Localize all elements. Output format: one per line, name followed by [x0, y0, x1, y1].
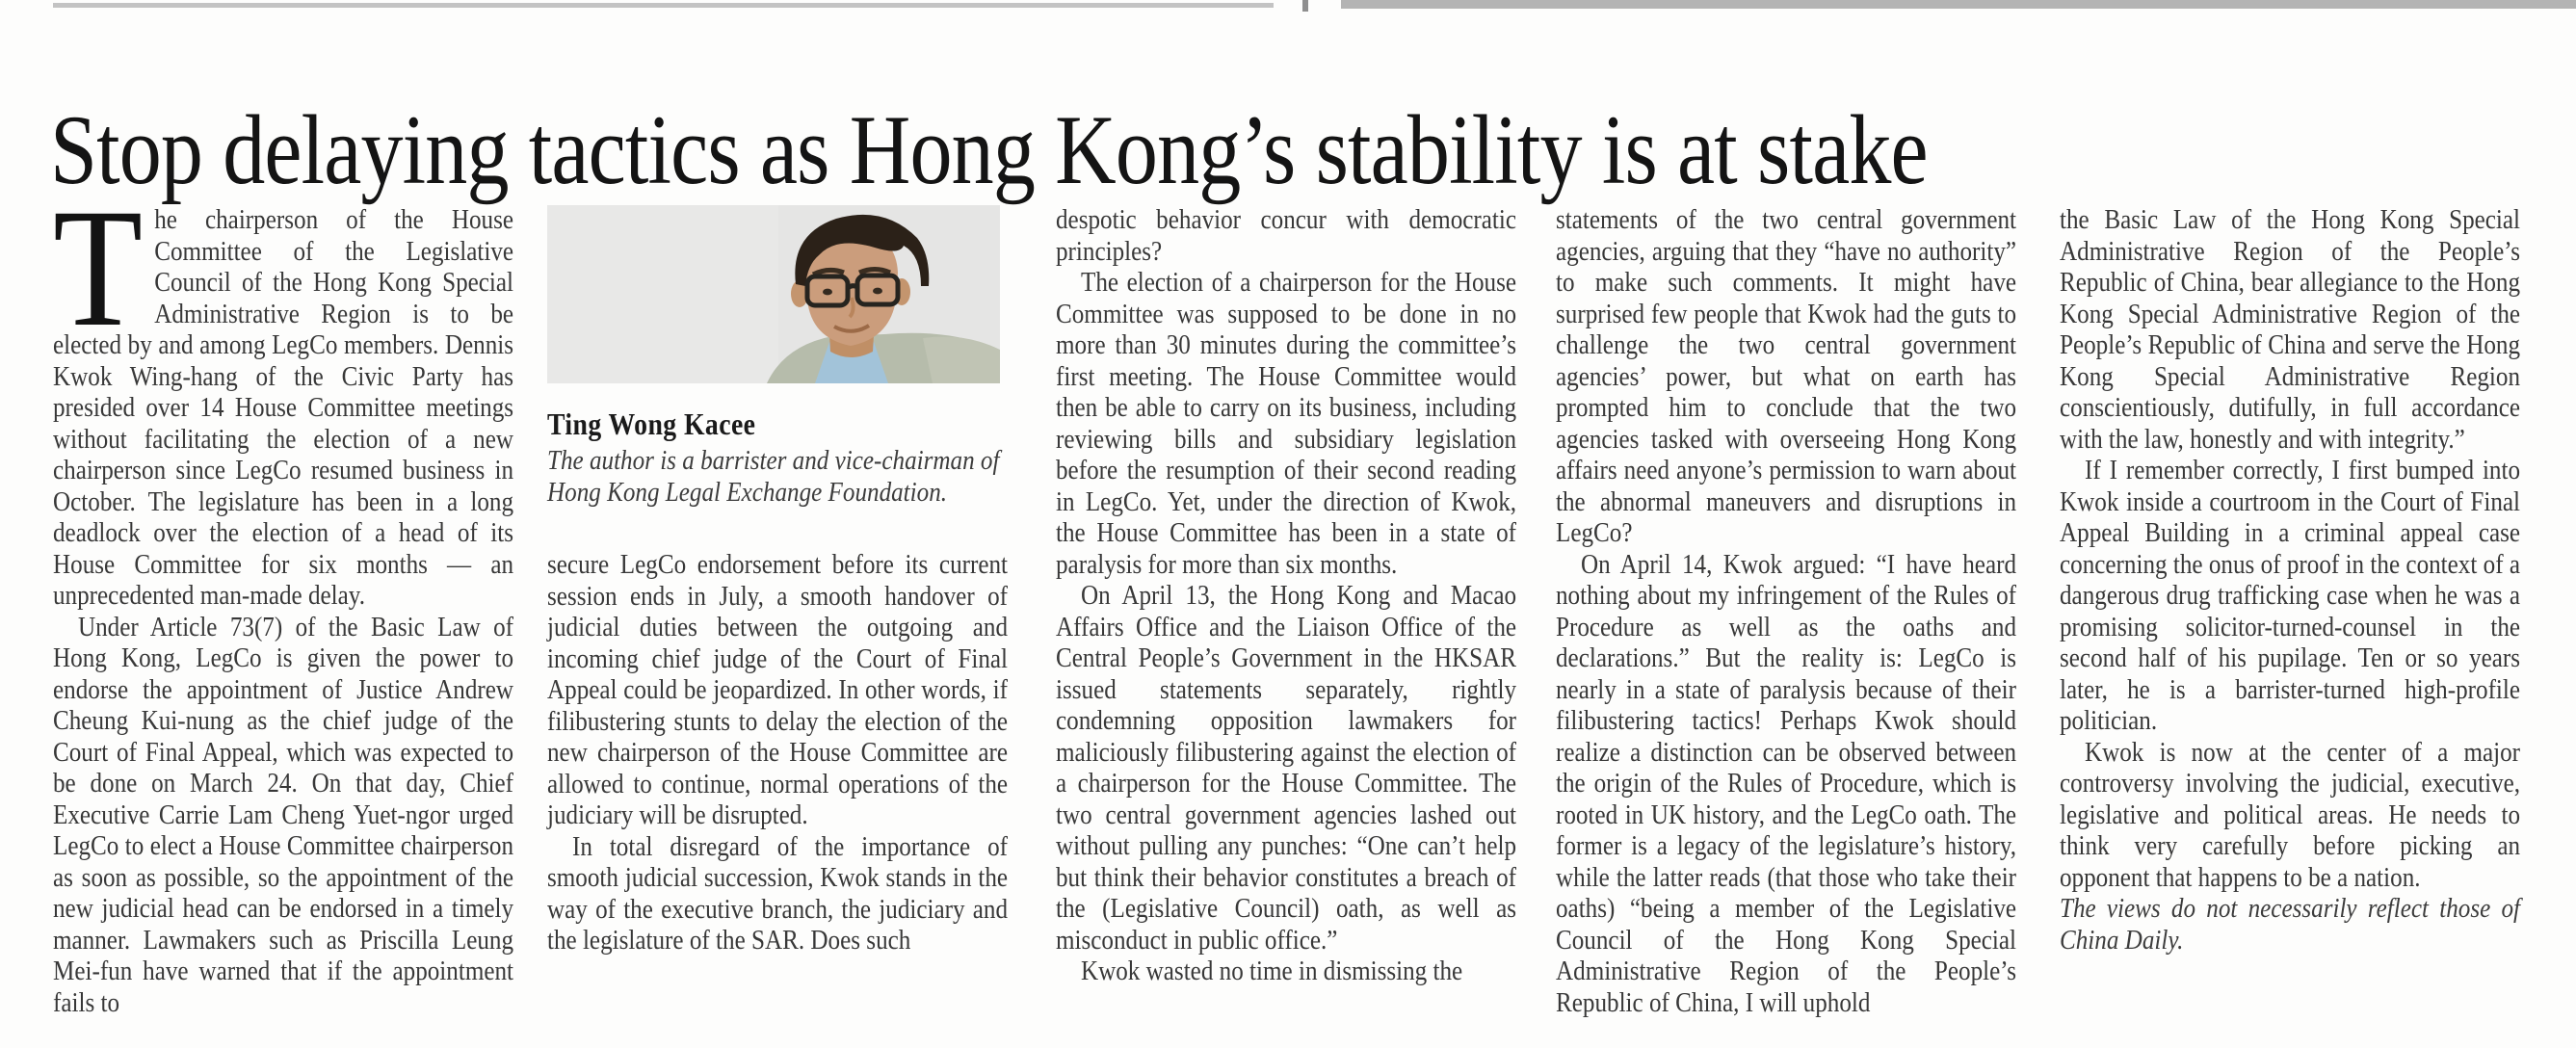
author-name: Ting Wong Kacee	[547, 406, 756, 441]
paragraph: Under Article 73(7) of the Basic Law of Hong Kong, LegCo is given the power to endorse the appointment of Justice Andrew Cheung Kui-nung as the chief judge of the Court of Final Appeal, which was expected to be done on March 24. On that day, Chief Executive Carrie Lam Cheng Yuet-ngor urged LegCo to elect a House Committee chairperson as soon as possible, so the appointment of the new judicial head can be endorsed in a timely manner. Lawmakers such as Priscilla Leung Mei-fun have warned that if the appointment fails to	[53, 611, 514, 1018]
eye-left	[823, 289, 832, 296]
paragraph: secure LegCo endorsement before its current session ends in July, a smooth handover of judicial duties between the outgoing and incoming chief judge of the Court of Final Appeal could be jeopardized. In other words, if filibustering stunts to delay the election of the new chairperson of the House Committee are allowed to continue, normal operations of the judiciary will be disrupted.	[547, 549, 1009, 830]
author-photo	[547, 205, 1000, 383]
paragraph: In total disregard of the importance of smooth judicial succession, Kwok stands in the way of the executive branch, the judiciary and the legislature of the SAR. Does such	[547, 830, 1009, 956]
paragraph: statements of the two central government agencies, arguing that they “have no authority” to make such comments. It might have surprised few people that Kwok had the guts to challenge the two central government agencies’ power, but what on earth has prompted him to conclude that the two agencies tasked with overseeing Hong Kong affairs need anyone’s permission to warn about the abnormal maneuvers and disruptions in LegCo?	[1556, 204, 2017, 548]
paragraph-text: he chairperson of the House Committee of the Legislative Council of the Hong Kong Special Administrative Region is to be elected by and among LegCo members. Dennis Kwok Wing-hang of the Civic Party has presided over 14 House Committee meetings without facilitating the election of a new chairperson since LegCo resumed business in October. The legislature has been in a long deadlock over the election of a head of its House Committee for six months — an unprecedented man-made delay.	[53, 204, 514, 611]
paragraph: despotic behavior concur with democratic principles?	[1056, 204, 1517, 267]
article-column-2	[547, 178, 1008, 956]
article-column-1	[53, 174, 514, 1018]
drop-cap: T	[53, 174, 144, 362]
photo-background-left	[547, 205, 778, 383]
article-column-4	[1556, 178, 2016, 1018]
author-bio: The author is a barrister and vice-chairman of Hong Kong Legal Exchange Foundation.	[547, 445, 1000, 508]
paragraph: On April 14, Kwok argued: “I have heard nothing about my infringement of the Rules of Procedure as well as the oaths and declarations.” But the reality is: LegCo is nearly in a state of paralysis because of their filibustering tactics! Perhaps Kwok should realize a distinction can be observed between the origin of the Rules of Procedure, which is rooted in UK history, and the LegCo oath. The former is a legacy of the legislature’s history, while the latter reads (that those who take their oaths) “being a member of the Legislative Council of the Hong Kong Special Administrative Region of the People’s Republic of China, I will uphold	[1556, 548, 2017, 1018]
top-rule-left	[53, 3, 1274, 8]
eye-right	[873, 288, 882, 295]
top-rule-right	[1341, 0, 2576, 9]
top-rule-tick	[1302, 0, 1308, 12]
paragraph	[53, 174, 514, 612]
paragraph: If I remember correctly, I first bumped into Kwok inside a courtroom in the Court of Final Appeal Building in a criminal appeal case concerning the onus of proof in the context of a dangerous drug trafficking case when he was a promising solicitor-turned-counsel in the second half of his pupilage. Ten or so years later, he is a barrister-turned high-profile politician.	[2060, 455, 2521, 736]
article-column-3	[1056, 178, 1516, 987]
paragraph: Kwok wasted no time in dismissing the	[1080, 956, 1463, 986]
disclaimer: The views do not necessarily reflect those of China Daily.	[2060, 893, 2521, 956]
author-portrait-illustration	[547, 205, 1000, 383]
glasses-bridge	[848, 286, 857, 288]
article-column-5	[2060, 178, 2520, 956]
paragraph: The election of a chairperson for the House Committee was supposed to be done in no more than 30 minutes during the committee’s first meeting. The House Committee would then be able to carry on its business, including reviewing bills and subsidiary legislation before the resumption of their second reading in LegCo. Yet, under the direction of Kwok, the House Committee has been in a state of paralysis for more than six months.	[1056, 267, 1517, 580]
paragraph: Kwok is now at the center of a major controversy involving the judicial, executive, legislative and political areas. He needs to think very carefully before picking an opponent that happens to be a nation.	[2060, 736, 2521, 893]
headline: Stop delaying tactics as Hong Kong’s stability is at stake	[50, 95, 1928, 205]
paragraph: the Basic Law of the Hong Kong Special Administrative Region of the People’s Republic of China, bear allegiance to the Hong Kong Special Administrative Region of the People’s Republic of China and serve the Hong Kong Special Administrative Region conscientiously, dutifully, in full accordance with the law, honestly and with integrity.”	[2060, 204, 2521, 455]
paragraph: On April 13, the Hong Kong and Macao Affairs Office and the Liaison Office of the Central People’s Government in the HKSAR issued statements separately, rightly condemning opposition lawmakers for maliciously filibustering against the election of a chairperson for the House Committee. The two central government agencies lashed out without pulling any punches: “One can’t help but think their behavior constitutes a breach of the (Legislative Council) oath, as well as misconduct in public office.”	[1056, 580, 1517, 956]
